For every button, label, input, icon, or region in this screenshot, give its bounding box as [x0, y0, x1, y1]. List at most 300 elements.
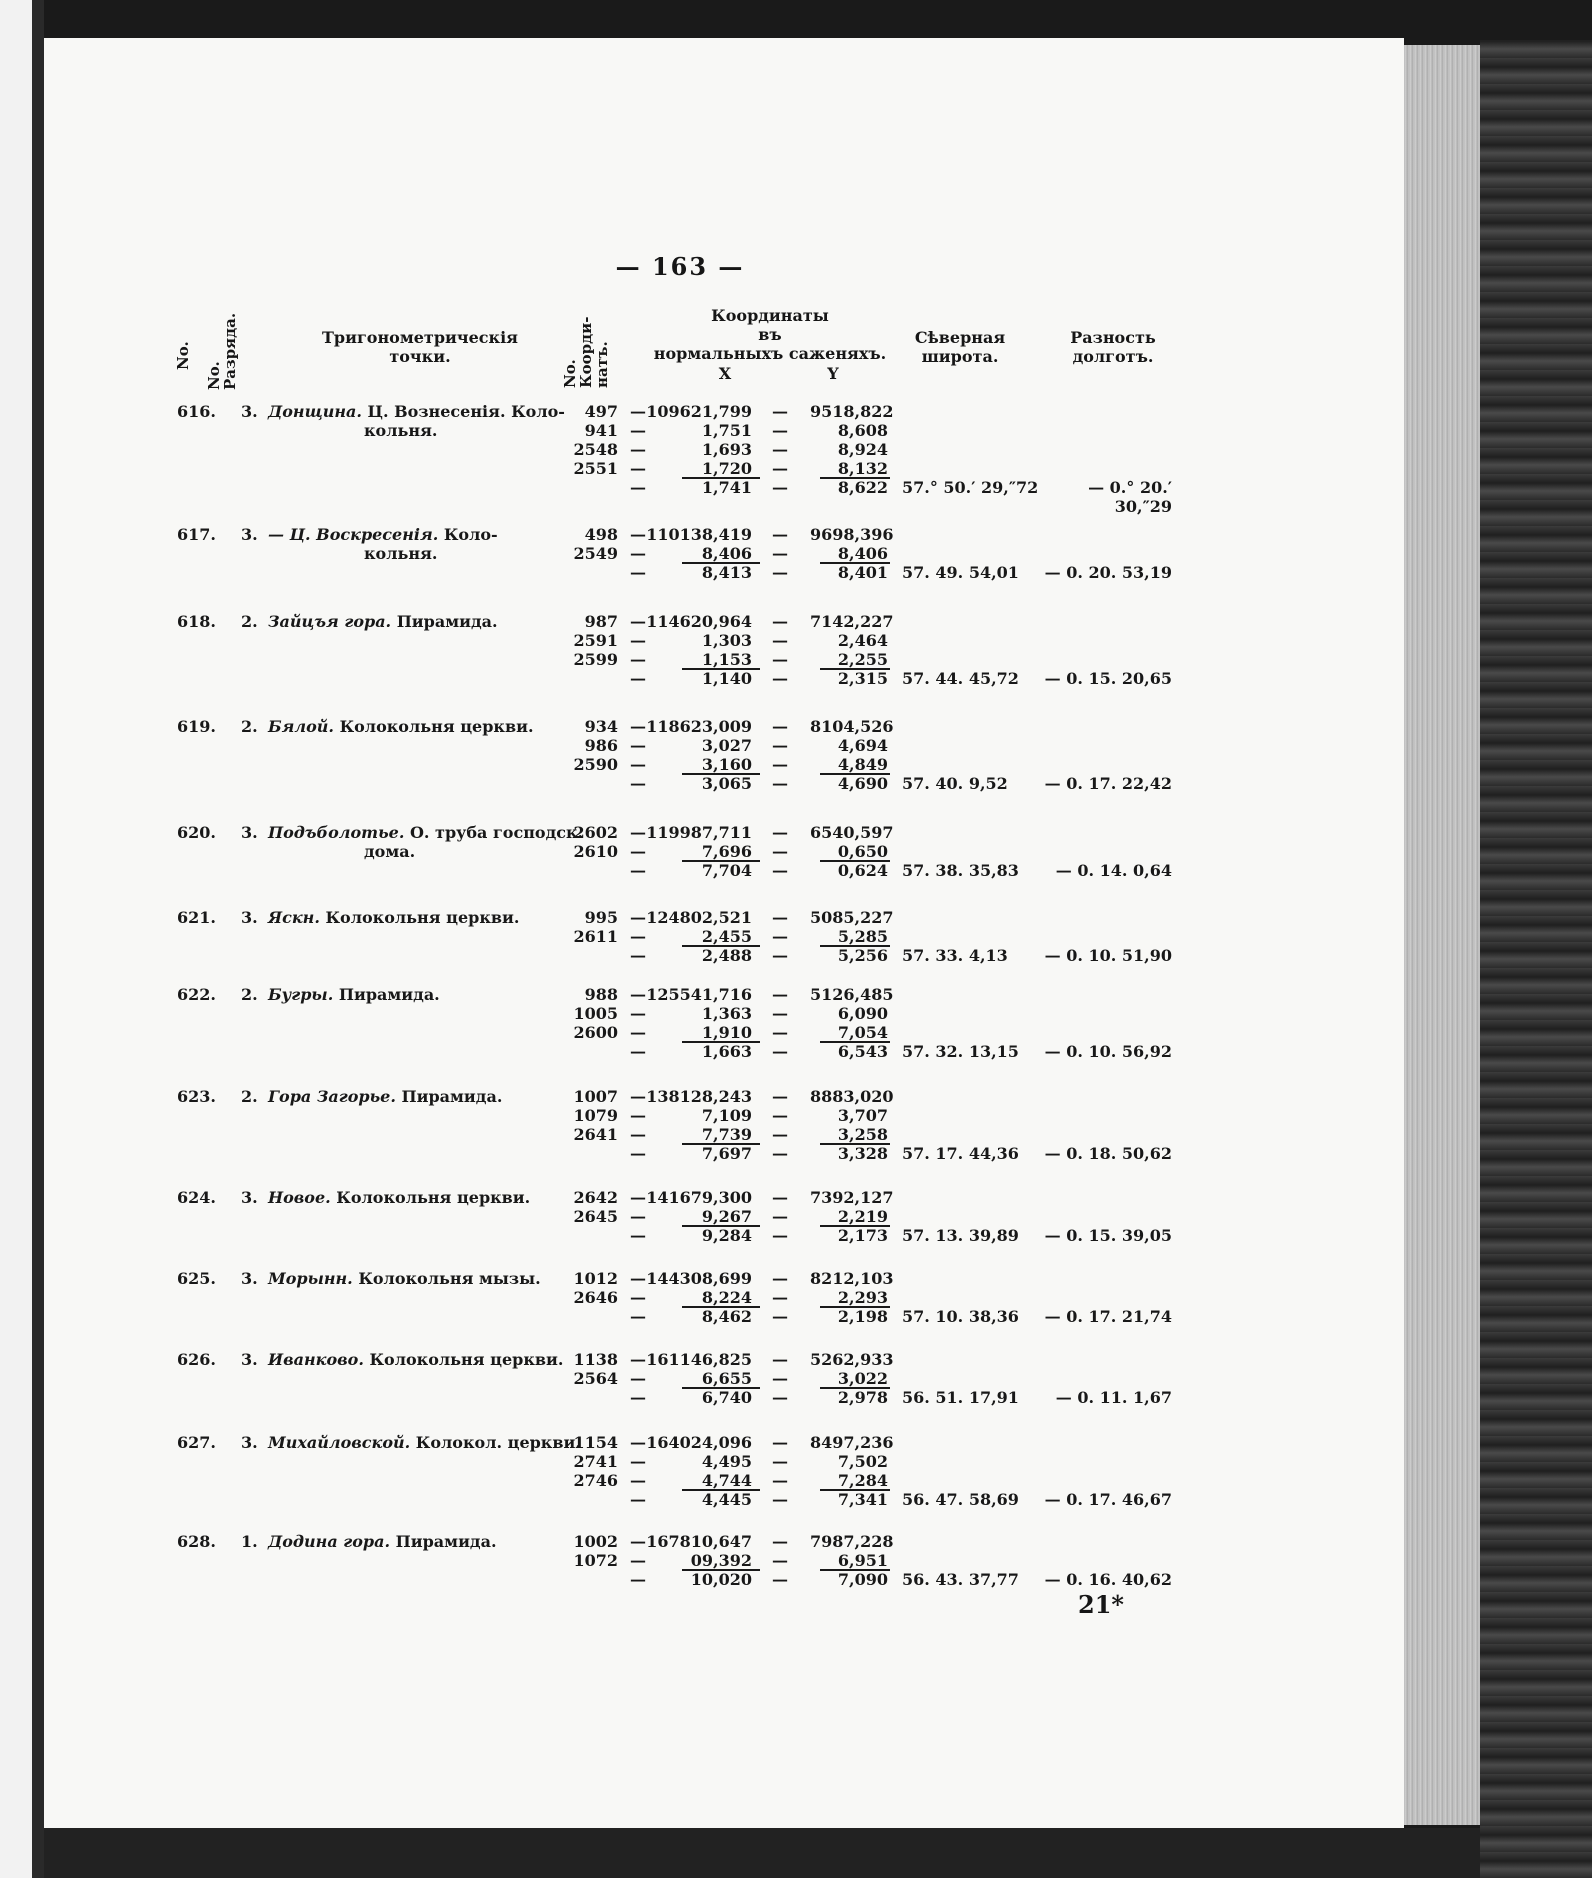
- dash: —: [772, 1433, 788, 1452]
- header-lat-line2: широта.: [921, 347, 999, 366]
- coordinate-x: 1,303: [701, 631, 752, 650]
- coordinate-ref: 1072: [573, 1551, 618, 1570]
- coordinate-y: 8,406: [837, 544, 888, 563]
- dash: —: [772, 459, 788, 478]
- coordinate-x: 9,284: [701, 1226, 752, 1245]
- coordinate-y: 4,694: [837, 736, 888, 755]
- coordinate-ref: 2645: [573, 1207, 618, 1226]
- coordinate-y: 0,624: [837, 861, 888, 880]
- entry-rank: 3.: [241, 525, 258, 544]
- entry-rank: 3.: [241, 1188, 258, 1207]
- dash: —: [630, 1307, 646, 1326]
- coordinate-ref: 934: [584, 717, 618, 736]
- coordinate-ref: 2564: [573, 1369, 618, 1388]
- coordinate-row: [0, 1570, 1400, 1590]
- coordinate-x: 09,392: [690, 1551, 752, 1570]
- dash: —: [772, 774, 788, 793]
- latitude: 56. 47. 58,69: [902, 1490, 1019, 1509]
- dash: —: [630, 421, 646, 440]
- entry-number: 626.: [177, 1350, 216, 1369]
- dash: —: [772, 650, 788, 669]
- coordinate-row: [0, 736, 1400, 756]
- latitude: 57. 49. 54,01: [902, 563, 1019, 582]
- coordinate-row: [0, 563, 1400, 583]
- entry-name-italic: Бугры.: [268, 985, 334, 1004]
- entry-number: 624.: [177, 1188, 216, 1207]
- coordinate-ref: 1079: [573, 1106, 618, 1125]
- coordinate-x: 8,413: [701, 563, 752, 582]
- coordinate-row: [0, 1388, 1400, 1408]
- page-stack-edge: [1404, 45, 1480, 1825]
- dash: —: [630, 1369, 646, 1388]
- coordinate-x: 8,406: [701, 544, 752, 563]
- dash: —: [630, 563, 646, 582]
- coordinate-y: 4,690: [837, 774, 888, 793]
- entry-name-italic: — Ц. Воскресенія.: [268, 525, 439, 544]
- coordinate-x: 1,140: [701, 669, 752, 688]
- coordinate-x: 1,751: [701, 421, 752, 440]
- sum-rule-x: [682, 477, 760, 479]
- entry-rank: 2.: [241, 612, 258, 631]
- coordinate-y: 2,173: [837, 1226, 888, 1245]
- coordinate-y: 6,543: [837, 1042, 888, 1061]
- coordinate-x: 144308,699: [646, 1269, 752, 1288]
- coordinate-y: 7,054: [837, 1023, 888, 1042]
- dash: —: [772, 1350, 788, 1369]
- coordinate-y: 9698,396: [810, 525, 894, 544]
- coordinate-ref: 1138: [573, 1350, 618, 1369]
- latitude: 57. 13. 39,89: [902, 1226, 1019, 1245]
- dash: —: [772, 842, 788, 861]
- coordinate-y: 8,401: [837, 563, 888, 582]
- dash: —: [772, 1125, 788, 1144]
- coordinate-y: 7142,227: [810, 612, 894, 631]
- entry-name-rest: Колокольня церкви.: [319, 908, 520, 927]
- dash: —: [772, 612, 788, 631]
- coordinate-x: 1,693: [701, 440, 752, 459]
- dash: —: [772, 1207, 788, 1226]
- entry-number: 616.: [177, 402, 216, 421]
- dash: —: [630, 755, 646, 774]
- coordinate-y: 4,849: [837, 755, 888, 774]
- coordinate-y: 7987,228: [810, 1532, 894, 1551]
- coordinate-y: 2,293: [837, 1288, 888, 1307]
- entry-name-rest: Колокольня мызы.: [352, 1269, 541, 1288]
- longitude-diff: — 0. 20. 53,19: [1044, 563, 1172, 582]
- coordinate-row: [0, 421, 1400, 441]
- coordinate-row: [0, 612, 1400, 632]
- coordinate-x: 3,160: [701, 755, 752, 774]
- entry-number: 620.: [177, 823, 216, 842]
- sum-rule-x: [682, 668, 760, 670]
- coordinate-ref: 987: [584, 612, 618, 631]
- latitude: 57. 10. 38,36: [902, 1307, 1019, 1326]
- coordinate-row: [0, 946, 1400, 966]
- coordinate-y: 7,502: [837, 1452, 888, 1471]
- bottom-border: [44, 1828, 1480, 1878]
- coordinate-y: 5,285: [837, 927, 888, 946]
- entry-name-italic: Иванково.: [268, 1350, 364, 1369]
- dash: —: [772, 1087, 788, 1106]
- dash: —: [630, 1532, 646, 1551]
- dash: —: [630, 1452, 646, 1471]
- longitude-diff: — 0. 10. 56,92: [1044, 1042, 1172, 1061]
- header-coordinates: [640, 306, 900, 363]
- coordinate-row: [0, 1350, 1400, 1370]
- dash: —: [772, 717, 788, 736]
- coordinate-y: 8883,020: [810, 1087, 894, 1106]
- dash: —: [630, 440, 646, 459]
- coordinate-y: 8212,103: [810, 1269, 894, 1288]
- dash: —: [630, 478, 646, 497]
- coordinate-row: [0, 755, 1400, 775]
- coordinate-row: [0, 1106, 1400, 1126]
- header-x: X: [718, 364, 732, 383]
- sum-rule-y: [820, 477, 890, 479]
- dash: —: [772, 669, 788, 688]
- sum-rule-y: [820, 1306, 890, 1308]
- coordinate-y: 0,650: [837, 842, 888, 861]
- dash: —: [630, 946, 646, 965]
- dash: —: [772, 631, 788, 650]
- coordinate-row: [0, 1551, 1400, 1571]
- dash: —: [630, 1551, 646, 1570]
- header-coords-line3: нормальныхъ саженяхъ.: [653, 344, 887, 363]
- entry-rank: 3.: [241, 908, 258, 927]
- coordinate-row: [0, 669, 1400, 689]
- dash: —: [630, 1087, 646, 1106]
- sum-rule-x: [682, 1143, 760, 1145]
- entry-rank: 3.: [241, 1350, 258, 1369]
- longitude-diff: — 0. 17. 21,74: [1044, 1307, 1172, 1326]
- header-coord-no: No. Коорди- натъ.: [561, 316, 611, 388]
- sum-rule-x: [682, 945, 760, 947]
- entry-name-rest: Колокольня церкви.: [363, 1350, 564, 1369]
- sum-rule-y: [820, 562, 890, 564]
- entry-rank: 2.: [241, 985, 258, 1004]
- coordinate-x: 10,020: [690, 1570, 752, 1589]
- header-longitude: [1058, 328, 1168, 366]
- coordinate-ref: 986: [584, 736, 618, 755]
- coordinate-x: 7,109: [701, 1106, 752, 1125]
- dash: —: [630, 736, 646, 755]
- coordinate-row: [0, 459, 1400, 479]
- header-coords-line1: Координаты: [711, 306, 829, 325]
- longitude-diff: — 0. 16. 40,62: [1044, 1570, 1172, 1589]
- coordinate-y: 7392,127: [810, 1188, 894, 1207]
- coordinate-y: 3,022: [837, 1369, 888, 1388]
- coordinate-y: 2,198: [837, 1307, 888, 1326]
- entry-rank: 3.: [241, 402, 258, 421]
- sum-rule-x: [682, 1306, 760, 1308]
- coordinate-y: 6540,597: [810, 823, 894, 842]
- dash: —: [772, 525, 788, 544]
- coordinate-x: 124802,521: [646, 908, 752, 927]
- entry-rank: 2.: [241, 717, 258, 736]
- coordinate-row: [0, 440, 1400, 460]
- coordinate-x: 4,495: [701, 1452, 752, 1471]
- coordinate-y: 6,951: [837, 1551, 888, 1570]
- sum-rule-x: [682, 1489, 760, 1491]
- book-cover-edge: [1480, 40, 1592, 1878]
- coordinate-ref: 2611: [573, 927, 618, 946]
- coordinate-ref: 941: [584, 421, 618, 440]
- dash: —: [630, 985, 646, 1004]
- coordinate-y: 2,315: [837, 669, 888, 688]
- coordinate-ref: 1154: [573, 1433, 618, 1452]
- longitude-diff: — 0. 17. 22,42: [1044, 774, 1172, 793]
- dash: —: [630, 1350, 646, 1369]
- sum-rule-x: [682, 1041, 760, 1043]
- latitude: 57. 38. 35,83: [902, 861, 1019, 880]
- coordinate-row: [0, 1369, 1400, 1389]
- coordinate-y: 5126,485: [810, 985, 894, 1004]
- coordinate-y: 3,707: [837, 1106, 888, 1125]
- entry-rank: 3.: [241, 823, 258, 842]
- entry-name-italic: Донщина.: [268, 402, 362, 421]
- dash: —: [630, 1490, 646, 1509]
- coordinate-y: 6,090: [837, 1004, 888, 1023]
- coordinate-y: 2,978: [837, 1388, 888, 1407]
- longitude-diff: — 0. 18. 50,62: [1044, 1144, 1172, 1163]
- sum-rule-x: [682, 1225, 760, 1227]
- dash: —: [772, 823, 788, 842]
- entry-name-rest: Колокольня церкви.: [330, 1188, 531, 1207]
- coordinate-row: [0, 927, 1400, 947]
- entry-number: 618.: [177, 612, 216, 631]
- entry-name-rest: Пирамида.: [390, 1532, 497, 1551]
- dash: —: [630, 774, 646, 793]
- coordinate-x: 119987,711: [646, 823, 752, 842]
- coordinate-x: 8,462: [701, 1307, 752, 1326]
- dash: —: [772, 1388, 788, 1407]
- coordinate-y: 3,328: [837, 1144, 888, 1163]
- sum-rule-x: [682, 1387, 760, 1389]
- coordinate-ref: 988: [584, 985, 618, 1004]
- coordinate-row: [0, 1144, 1400, 1164]
- dash: —: [630, 1207, 646, 1226]
- dash: —: [772, 1042, 788, 1061]
- dash: —: [772, 478, 788, 497]
- coordinate-x: 138128,243: [646, 1087, 752, 1106]
- coordinate-y: 3,258: [837, 1125, 888, 1144]
- coordinate-y: 5085,227: [810, 908, 894, 927]
- dash: —: [630, 1144, 646, 1163]
- coordinate-x: 167810,647: [646, 1532, 752, 1551]
- entry-name-italic: Яскн.: [268, 908, 320, 927]
- coordinate-x: 125541,716: [646, 985, 752, 1004]
- coordinate-ref: 497: [584, 402, 618, 421]
- coordinate-row: [0, 544, 1400, 564]
- coordinate-row: [0, 774, 1400, 794]
- coordinate-y: 8,622: [837, 478, 888, 497]
- dash: —: [772, 1551, 788, 1570]
- coordinate-row: [0, 402, 1400, 422]
- header-coords-line2: въ: [758, 325, 782, 344]
- longitude-diff: — 0. 15. 39,05: [1044, 1226, 1172, 1245]
- header-points: [300, 328, 540, 366]
- entry-name-italic: Додина гора.: [268, 1532, 391, 1551]
- coordinate-ref: 2600: [573, 1023, 618, 1042]
- dash: —: [772, 908, 788, 927]
- sum-rule-y: [820, 773, 890, 775]
- coordinate-x: 4,744: [701, 1471, 752, 1490]
- coordinate-row: [0, 861, 1400, 881]
- latitude: 56. 51. 17,91: [902, 1388, 1019, 1407]
- entry-name-italic: Зайцъя гора.: [268, 612, 392, 631]
- latitude: 57. 17. 44,36: [902, 1144, 1019, 1163]
- dash: —: [772, 755, 788, 774]
- dash: —: [630, 544, 646, 563]
- coordinate-row: [0, 1471, 1400, 1491]
- coordinate-ref: 1007: [573, 1087, 618, 1106]
- coordinate-x: 141679,300: [646, 1188, 752, 1207]
- dash: —: [772, 1471, 788, 1490]
- dash: —: [630, 1023, 646, 1042]
- dash: —: [772, 421, 788, 440]
- dash: —: [630, 525, 646, 544]
- sum-rule-y: [820, 1489, 890, 1491]
- dash: —: [630, 1106, 646, 1125]
- coordinate-row: [0, 1004, 1400, 1024]
- sum-rule-y: [820, 1569, 890, 1571]
- dash: —: [630, 1471, 646, 1490]
- coordinate-ref: 2590: [573, 755, 618, 774]
- dash: —: [630, 1042, 646, 1061]
- coordinate-x: 8,224: [701, 1288, 752, 1307]
- header-lon-line1: Разность: [1070, 328, 1156, 347]
- entry-name-line2: кольня.: [364, 421, 438, 440]
- entry-name-italic: Гора Загорье.: [268, 1087, 396, 1106]
- coordinate-ref: 2610: [573, 842, 618, 861]
- dash: —: [772, 1490, 788, 1509]
- coordinate-ref: 2549: [573, 544, 618, 563]
- coordinate-y: 8,924: [837, 440, 888, 459]
- entry-name-rest: Колокольня церкви.: [334, 717, 534, 736]
- coordinate-row: [0, 717, 1400, 737]
- coordinate-y: 5,256: [837, 946, 888, 965]
- latitude: 57. 44. 45,72: [902, 669, 1019, 688]
- coordinate-row: [0, 842, 1400, 862]
- entry-name-line2: дома.: [364, 842, 416, 861]
- dash: —: [772, 1023, 788, 1042]
- coordinate-row: [0, 823, 1400, 843]
- coordinate-y: 7,284: [837, 1471, 888, 1490]
- dash: —: [772, 1452, 788, 1471]
- dash: —: [630, 459, 646, 478]
- dash: —: [630, 1004, 646, 1023]
- coordinate-x: 7,697: [701, 1144, 752, 1163]
- coordinate-row: [0, 1490, 1400, 1510]
- coordinate-row: [0, 1452, 1400, 1472]
- dash: —: [772, 544, 788, 563]
- longitude-diff: — 0.° 20.′ 30,″29: [1088, 478, 1172, 516]
- coordinate-row: [0, 1433, 1400, 1453]
- coordinate-ref: 1005: [573, 1004, 618, 1023]
- coordinate-row: [0, 478, 1400, 516]
- sum-rule-y: [820, 945, 890, 947]
- coordinate-row: [0, 1207, 1400, 1227]
- dash: —: [772, 1106, 788, 1125]
- entry-number: 625.: [177, 1269, 216, 1288]
- sum-rule-y: [820, 1387, 890, 1389]
- dash: —: [772, 1188, 788, 1207]
- coordinate-row: [0, 631, 1400, 651]
- dash: —: [772, 1144, 788, 1163]
- coordinate-ref: 2746: [573, 1471, 618, 1490]
- dash: —: [772, 1269, 788, 1288]
- header-lon-line2: долготъ.: [1072, 347, 1154, 366]
- coordinate-y: 8,608: [837, 421, 888, 440]
- coordinate-x: 1,910: [701, 1023, 752, 1042]
- dash: —: [630, 1188, 646, 1207]
- dash: —: [630, 1570, 646, 1589]
- header-points-line1: Тригонометрическія: [322, 328, 518, 347]
- header-y: Y: [827, 364, 839, 383]
- longitude-diff: — 0. 10. 51,90: [1044, 946, 1172, 965]
- coordinate-y: 9518,822: [810, 402, 894, 421]
- coordinate-ref: 2548: [573, 440, 618, 459]
- dash: —: [630, 717, 646, 736]
- signature-mark: 21*: [1078, 1590, 1124, 1619]
- coordinate-ref: 1002: [573, 1532, 618, 1551]
- entry-name-italic: Морынн.: [268, 1269, 353, 1288]
- coordinate-ref: 2642: [573, 1188, 618, 1207]
- page-number: — 163 —: [615, 252, 745, 281]
- latitude: 57. 40. 9,52: [902, 774, 1008, 793]
- coordinate-x: 114620,964: [646, 612, 752, 631]
- coordinate-x: 1,741: [701, 478, 752, 497]
- entry-name-italic: Михайловской.: [268, 1433, 411, 1452]
- coordinate-x: 110138,419: [646, 525, 752, 544]
- dash: —: [630, 1388, 646, 1407]
- dash: —: [772, 1226, 788, 1245]
- dash: —: [630, 823, 646, 842]
- entry-name-rest: Пирамида.: [333, 985, 440, 1004]
- dash: —: [630, 631, 646, 650]
- sum-rule-y: [820, 1143, 890, 1145]
- entry-name-rest: Пирамида.: [391, 612, 498, 631]
- dash: —: [630, 927, 646, 946]
- dash: —: [772, 985, 788, 1004]
- sum-rule-y: [820, 1041, 890, 1043]
- entry-name-rest: О. труба господск.: [404, 823, 584, 842]
- entry-number: 621.: [177, 908, 216, 927]
- header-latitude: [905, 328, 1015, 366]
- coordinate-row: [0, 908, 1400, 928]
- coordinate-y: 8,132: [837, 459, 888, 478]
- entry-name-line2: кольня.: [364, 544, 438, 563]
- dash: —: [772, 1570, 788, 1589]
- coordinate-ref: 2646: [573, 1288, 618, 1307]
- entry-rank: 3.: [241, 1433, 258, 1452]
- coordinate-x: 161146,825: [646, 1350, 752, 1369]
- coordinate-x: 3,065: [701, 774, 752, 793]
- entry-number: 619.: [177, 717, 216, 736]
- dash: —: [772, 402, 788, 421]
- coordinate-y: 7,090: [837, 1570, 888, 1589]
- coordinate-ref: 498: [584, 525, 618, 544]
- coordinate-ref: 2551: [573, 459, 618, 478]
- coordinate-row: [0, 1042, 1400, 1062]
- longitude-diff: — 0. 17. 46,67: [1044, 1490, 1172, 1509]
- coordinate-x: 2,455: [701, 927, 752, 946]
- sum-rule-x: [682, 1569, 760, 1571]
- latitude: 57. 33. 4,13: [902, 946, 1008, 965]
- coordinate-ref: 2602: [573, 823, 618, 842]
- latitude: 57.° 50.′ 29,″72: [902, 478, 1039, 497]
- entry-number: 628.: [177, 1532, 216, 1551]
